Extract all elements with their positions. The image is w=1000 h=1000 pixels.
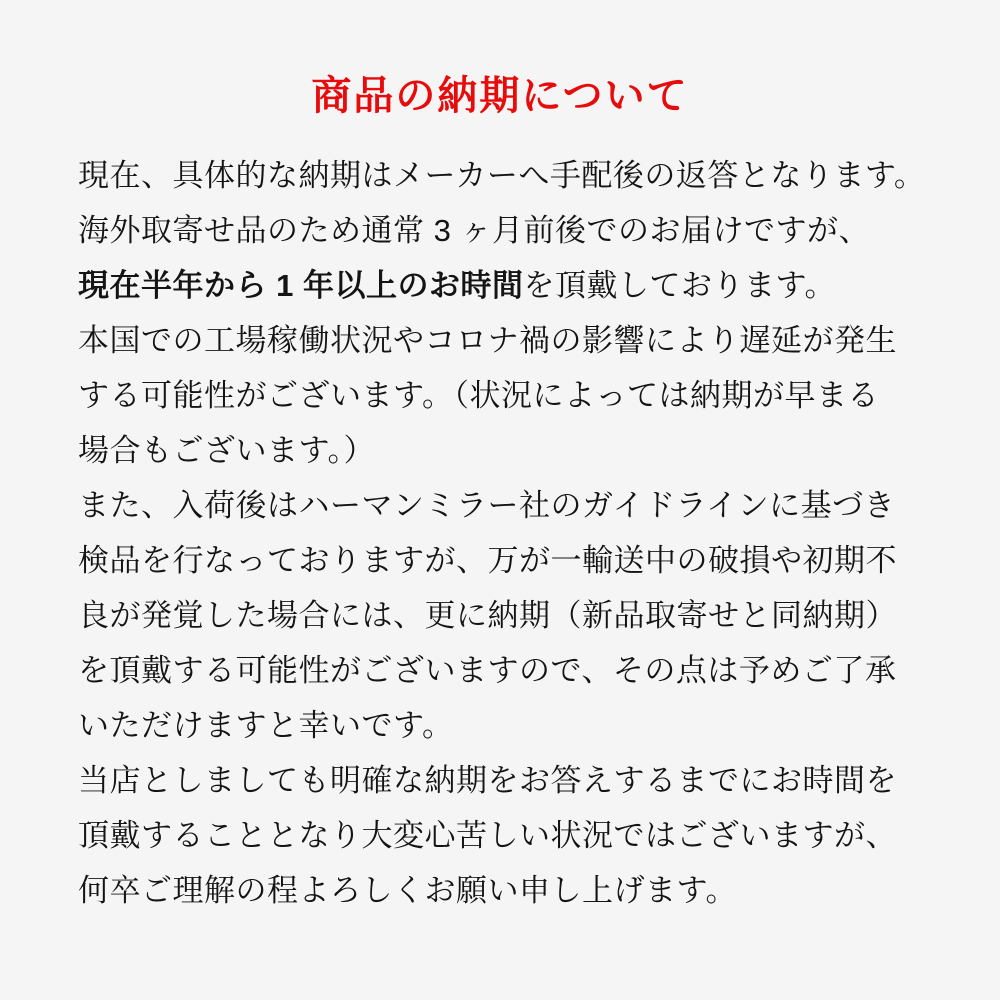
body-line: 海外取寄せ品のため通常 3 ヶ月前後でのお届けですが、 (78, 213, 870, 248)
body-line: また、入荷後はハーマンミラー社のガイドラインに基づき (78, 488, 896, 523)
notice-body (78, 148, 940, 918)
body-line: 現在、具体的な納期はメーカーへ手配後の返答となります。 (78, 158, 926, 193)
body-line: 場合もございます。） (78, 433, 376, 468)
body-line: 何卒ご理解の程よろしくお願い申し上げます。 (78, 873, 738, 908)
body-line: 良が発覚した場合には、更に納期（新品取寄せと同納期） (78, 598, 897, 633)
body-line: 頂戴することとなり大変心苦しい状況ではございますが、 (78, 818, 897, 853)
body-line: 本国での工場稼働状況やコロナ禍の影響により遅延が発生 (78, 323, 897, 358)
body-line: を頂戴する可能性がございますので、その点は予めご了承 (78, 653, 897, 688)
body-line: する可能性がございます。（状況によっては納期が早まる (78, 378, 880, 413)
bold-delivery-time-text: 現在半年から 1 年以上のお時間 (78, 268, 524, 303)
body-line: いただけますと幸いです。 (78, 708, 454, 743)
notice-title: 商品の納期について (311, 74, 689, 118)
body-line (78, 258, 940, 313)
body-line: 当店としましても明確な納期をお答えするまでにお時間を (78, 763, 897, 798)
body-line: 検品を行なっておりますが、万が一輸送中の破損や初期不 (78, 543, 897, 578)
body-line-text: を頂戴しております。 (523, 268, 836, 303)
